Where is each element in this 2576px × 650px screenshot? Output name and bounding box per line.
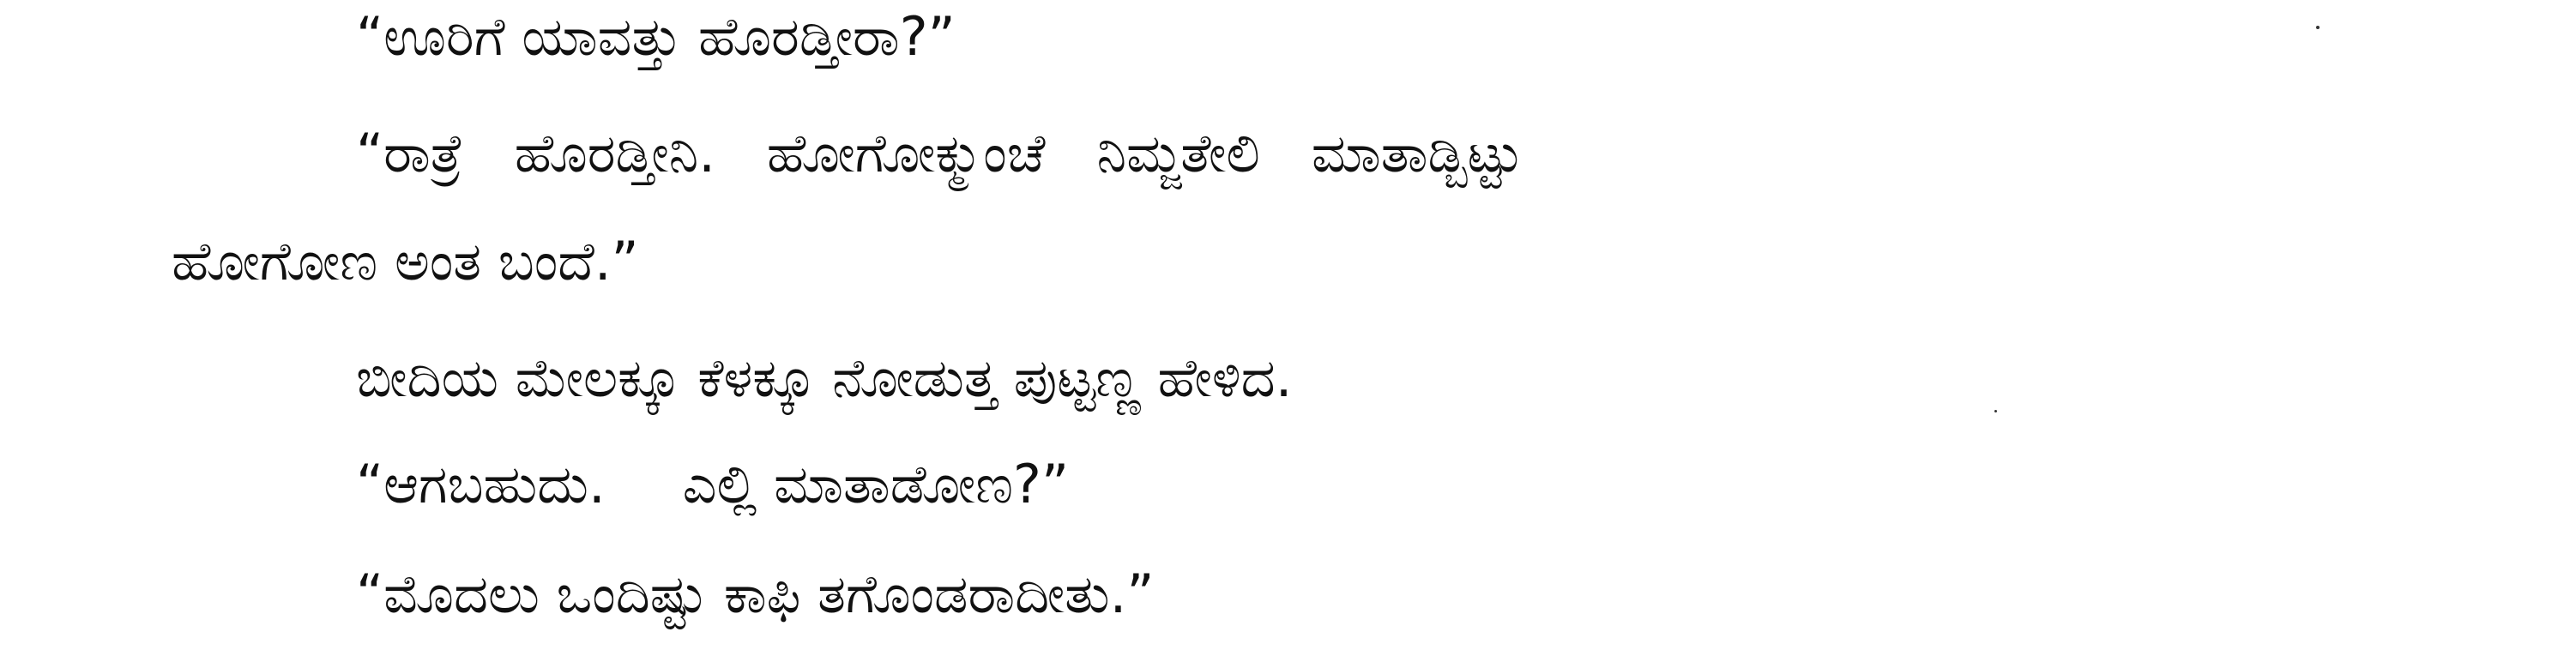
line-word: ಹೊರಡ್ತೀನಿ. — [514, 122, 715, 184]
scan-speck — [1994, 410, 1997, 412]
line-text: ಹೋಗೋಣ ಅಂತ ಬಂದೆ.” — [172, 230, 639, 292]
line-word: ನಿಮ್ಜತೇಲಿ — [1096, 122, 1260, 184]
text-line-5 — [356, 448, 1069, 521]
line-word: “ಆಗಬಹುದು. — [356, 453, 606, 515]
line-word: ಹೋಗೋಕ್ಮುಂಚೆ — [766, 122, 1046, 184]
text-line-6 — [356, 557, 1154, 631]
text-line-1 — [356, 0, 956, 74]
line-word: ಎಲ್ಲಿ ಮಾತಾಡೋಣ?” — [682, 453, 1070, 515]
text-line-3 — [172, 225, 639, 298]
text-line-2 — [356, 117, 1523, 190]
line-text: ಬೀದಿಯ ಮೇಲಕ್ಕೂ ಕೆಳಕ್ಕೂ ನೋಡುತ್ತ ಪುಟ್ಟಣ್ಣ ಹೇಳಿದ. — [356, 346, 1293, 409]
text-line-4 — [356, 341, 1292, 415]
line-text: “ಮೊದಲು ಒಂದಿಷ್ಟು ಕಾಫಿ ತಗೊಂಡರಾದೀತು.” — [356, 563, 1155, 625]
line-text: “ಊರಿಗೆ ಯಾವತ್ತು ಹೊರಡ್ತೀರಾ?” — [356, 5, 956, 68]
scan-speck — [2316, 26, 2320, 29]
line-word: ಮಾತಾಡ್ಬಿಟ್ಟು — [1311, 122, 1523, 184]
line-word: “ರಾತ್ರೆ — [356, 122, 463, 184]
